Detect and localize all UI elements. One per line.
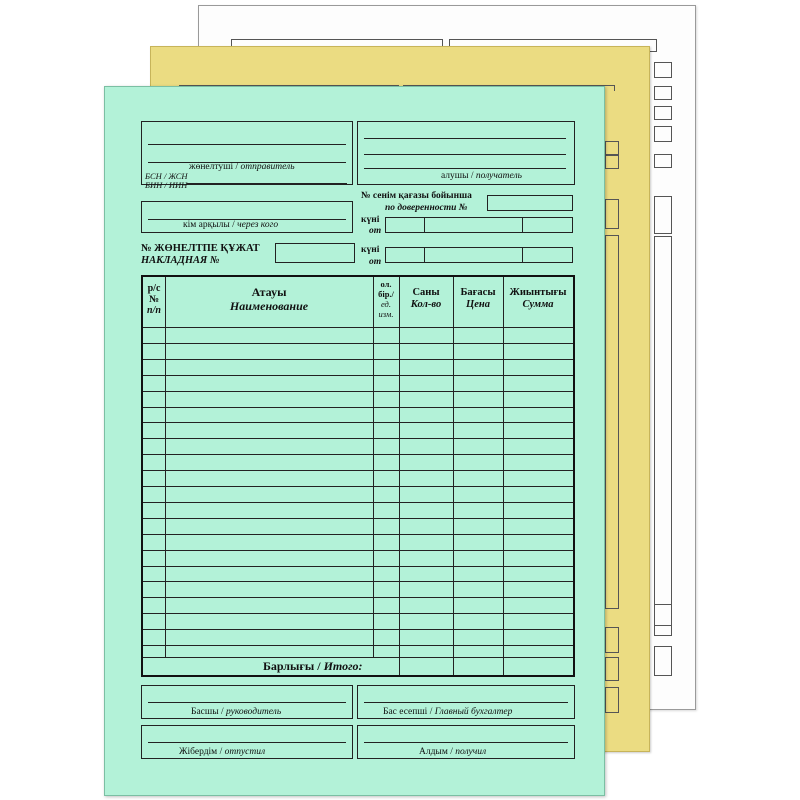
signature-head-label: Басшы / руководитель [191, 707, 282, 717]
table-row-line [143, 613, 573, 614]
table-row-line [143, 502, 573, 503]
yellow-cell [605, 627, 619, 653]
table-row-line [143, 343, 573, 344]
yellow-table-edge [605, 235, 619, 609]
waybill-number-field[interactable] [275, 243, 355, 263]
table-row-line [143, 407, 573, 408]
waybill-ru: НАКЛАДНАЯ № [141, 255, 220, 266]
date-ru: от [369, 226, 382, 236]
date2-kz: күні [361, 245, 380, 255]
signature-released-label: Жібердім / отпустил [179, 747, 266, 757]
receiver-line [364, 168, 566, 169]
table-row-line [143, 470, 573, 471]
col-sep [453, 277, 454, 675]
table-row-line [143, 581, 573, 582]
yellow-cell [605, 657, 619, 681]
header-price: Бағасы Цена [460, 287, 496, 310]
poa-ru: по доверенности № [385, 203, 468, 213]
poa-number-field[interactable] [487, 195, 573, 211]
signature-received-label: Алдым / получил [419, 747, 487, 757]
poa-kz: № сенім қағазы бойынша [361, 191, 472, 201]
sender-bin-ru: БИН / ИИН [145, 180, 188, 190]
header-unit: ол. бір./ ед. изм. [378, 279, 394, 319]
table-row-line [143, 438, 573, 439]
header-qty: Саны Кол-во [410, 287, 442, 310]
sender-bin-kz: БСН / ЖСН [145, 171, 188, 181]
table-row-line [143, 391, 573, 392]
back-cell [654, 126, 672, 142]
back-cell [654, 196, 672, 234]
table-row-line [143, 375, 573, 376]
yellow-cell [605, 199, 619, 229]
signature-line [148, 742, 346, 743]
table-row-line [143, 566, 573, 567]
yellow-cell [605, 141, 619, 155]
date-divider [424, 218, 425, 232]
table-row-line [143, 550, 573, 551]
col-sep [399, 277, 400, 675]
sender-label: жөнелтуші / отправитель [189, 162, 295, 172]
back-table-edge [654, 236, 672, 636]
poa-date-field[interactable] [385, 217, 573, 233]
table-row-line [143, 597, 573, 598]
items-table [141, 275, 575, 677]
sender-line [148, 144, 346, 145]
table-row-line [143, 454, 573, 455]
sender-bin-line [187, 183, 347, 184]
back-cell [654, 154, 672, 168]
table-row-line [143, 534, 573, 535]
date-kz: күні [361, 215, 380, 225]
total-row-line [143, 657, 573, 658]
table-row-line [143, 629, 573, 630]
table-row-line [143, 486, 573, 487]
front-sheet-green [104, 86, 605, 796]
table-row-line [143, 359, 573, 360]
back-cell [654, 646, 672, 676]
receiver-line [364, 138, 566, 139]
col-sep [165, 277, 166, 657]
signature-line [364, 742, 568, 743]
waybill-date-field[interactable] [385, 247, 573, 263]
table-row-line [143, 645, 573, 646]
waybill-kz: № ЖӨНЕЛТПЕ ҚҰЖАТ [141, 243, 260, 254]
header-no: р/с № п/п [147, 283, 161, 316]
col-sep [503, 277, 504, 675]
yellow-cell [605, 155, 619, 169]
table-row-line [143, 327, 573, 328]
table-row-line [143, 518, 573, 519]
header-name: Атауы Наименование [229, 285, 309, 313]
back-cell [654, 106, 672, 120]
receiver-label: алушы / получатель [441, 171, 522, 181]
signature-line [148, 702, 346, 703]
date2-ru: от [369, 257, 382, 267]
signature-accountant-label: Бас есепші / Главный бухгалтер [383, 707, 513, 717]
total-label: Барлығы / Итого: [263, 659, 363, 673]
date-divider [424, 248, 425, 262]
signature-line [364, 702, 568, 703]
table-row-line [143, 422, 573, 423]
back-cell [654, 604, 672, 626]
date-divider [522, 248, 523, 262]
back-cell [654, 62, 672, 78]
date-divider [522, 218, 523, 232]
back-cell [654, 86, 672, 100]
receiver-line [364, 154, 566, 155]
col-sep [373, 277, 374, 657]
through-label: кім арқылы / через кого [183, 220, 279, 230]
yellow-cell [605, 687, 619, 713]
header-sum: Жиынтығы Сумма [509, 287, 567, 310]
